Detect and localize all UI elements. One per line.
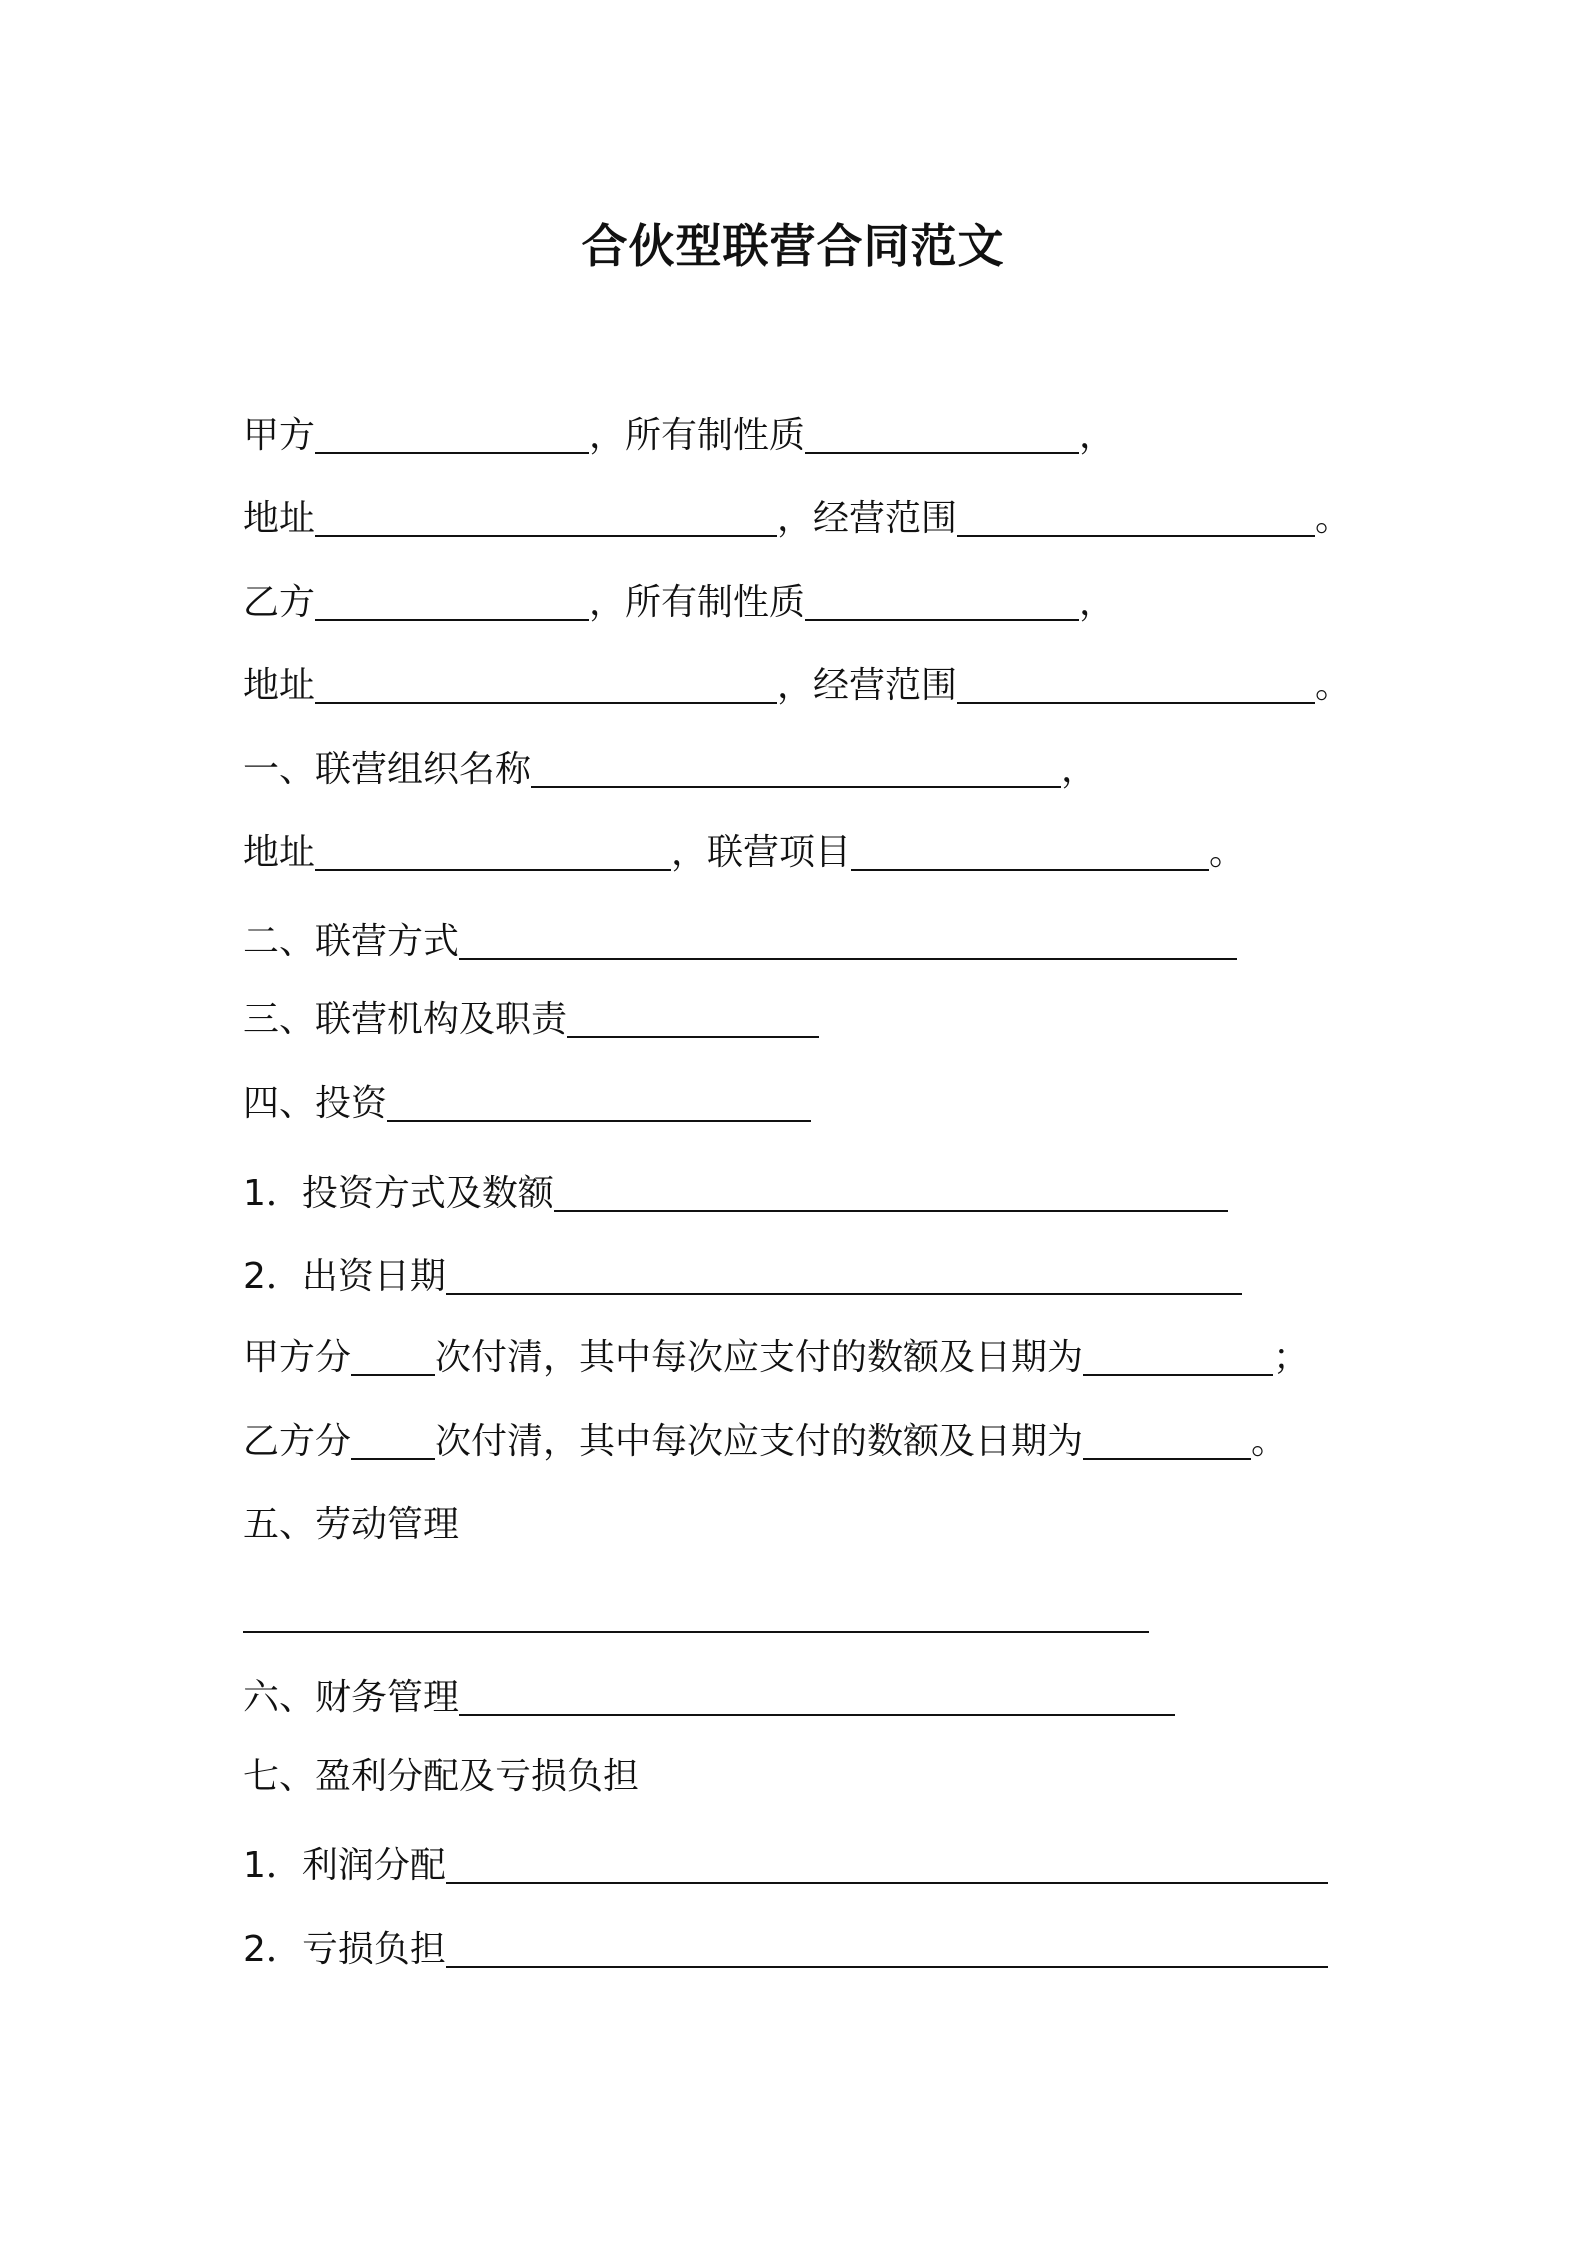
section-1-address-blank[interactable]	[315, 835, 671, 871]
party-a-scope-blank[interactable]	[957, 501, 1315, 537]
section-1-address-label: 地址	[243, 832, 316, 873]
party-b-line	[243, 581, 1115, 625]
section-7-1-line	[243, 1844, 1328, 1888]
section-7-2-line	[243, 1928, 1328, 1972]
section-4-1-line	[243, 1172, 1228, 1216]
section-4-blank[interactable]	[387, 1086, 811, 1122]
section-4-line	[243, 1082, 811, 1126]
section-6-label: 六、财务管理	[243, 1677, 460, 1718]
section-1-label: 一、联营组织名称	[243, 749, 532, 790]
section-1-address-end: 。	[1209, 832, 1246, 873]
party-a-line	[243, 414, 1115, 458]
party-a-payment-end: ；	[1273, 1337, 1310, 1378]
party-b-address-blank[interactable]	[315, 668, 777, 704]
section-7-line	[243, 1755, 639, 1799]
party-a-ownership-blank[interactable]	[805, 418, 1079, 454]
party-b-payment-end: 。	[1251, 1421, 1288, 1462]
party-a-address-end: 。	[1315, 498, 1352, 539]
party-b-payment-blank[interactable]	[1083, 1424, 1251, 1460]
document-title: 合伙型联营合同范文	[581, 219, 1005, 273]
section-4-2-blank[interactable]	[446, 1259, 1242, 1295]
section-4-1-label: 1．投资方式及数额	[243, 1173, 554, 1214]
section-6-line	[243, 1676, 1175, 1720]
section-3-line	[243, 998, 819, 1042]
party-b-address-label: 地址	[243, 665, 316, 706]
section-3-blank[interactable]	[567, 1002, 819, 1038]
party-b-name-blank[interactable]	[315, 585, 589, 621]
party-a-label: 甲方	[243, 415, 316, 456]
party-a-scope-label: ，经营范围	[777, 498, 958, 539]
party-a-ownership-label: ，所有制性质	[589, 415, 806, 456]
party-a-payment-line	[243, 1336, 1309, 1380]
section-4-2-label: 2．出资日期	[243, 1256, 446, 1297]
section-4-2-line	[243, 1255, 1242, 1299]
party-a-payment-label: 甲方分	[243, 1337, 352, 1378]
party-b-ownership-label: ，所有制性质	[589, 582, 806, 623]
party-b-address-end: 。	[1315, 665, 1352, 706]
party-b-end: ，	[1079, 582, 1116, 623]
section-7-2-label: 2．亏损负担	[243, 1929, 446, 1970]
party-a-address-line	[243, 497, 1351, 541]
section-1-blank[interactable]	[531, 752, 1061, 788]
section-2-label: 二、联营方式	[243, 921, 460, 962]
party-a-end: ，	[1079, 415, 1116, 456]
section-7-1-label: 1．利润分配	[243, 1845, 446, 1886]
party-b-scope-blank[interactable]	[957, 668, 1315, 704]
section-5-label: 五、劳动管理	[243, 1504, 460, 1545]
section-5-blank[interactable]	[243, 1631, 1149, 1633]
party-b-payment-line	[243, 1420, 1287, 1464]
party-a-address-label: 地址	[243, 498, 316, 539]
party-b-scope-label: ，经营范围	[777, 665, 958, 706]
section-3-label: 三、联营机构及职责	[243, 999, 568, 1040]
party-a-payment-blank[interactable]	[1083, 1340, 1273, 1376]
party-a-installments-blank[interactable]	[351, 1340, 435, 1376]
party-a-address-blank[interactable]	[315, 501, 777, 537]
section-1-address-line	[243, 831, 1245, 875]
party-b-payment-label: 乙方分	[243, 1421, 352, 1462]
section-2-blank[interactable]	[459, 924, 1237, 960]
party-b-payment-text: 次付清，其中每次应支付的数额及日期为	[435, 1421, 1084, 1462]
party-a-payment-text: 次付清，其中每次应支付的数额及日期为	[435, 1337, 1084, 1378]
party-a-name-blank[interactable]	[315, 418, 589, 454]
party-b-address-line	[243, 664, 1351, 708]
section-1-project-blank[interactable]	[851, 835, 1209, 871]
section-4-label: 四、投资	[243, 1083, 388, 1124]
section-6-blank[interactable]	[459, 1680, 1175, 1716]
section-7-1-blank[interactable]	[446, 1848, 1328, 1884]
party-b-installments-blank[interactable]	[351, 1424, 435, 1460]
party-b-ownership-blank[interactable]	[805, 585, 1079, 621]
section-5-line	[243, 1503, 459, 1547]
section-7-2-blank[interactable]	[446, 1932, 1328, 1968]
section-1-end: ，	[1061, 749, 1098, 790]
section-2-line	[243, 920, 1237, 964]
section-4-1-blank[interactable]	[554, 1176, 1228, 1212]
party-b-label: 乙方	[243, 582, 316, 623]
section-1-line	[243, 748, 1097, 792]
section-1-project-label: ，联营项目	[671, 832, 852, 873]
section-7-label: 七、盈利分配及亏损负担	[243, 1756, 640, 1797]
